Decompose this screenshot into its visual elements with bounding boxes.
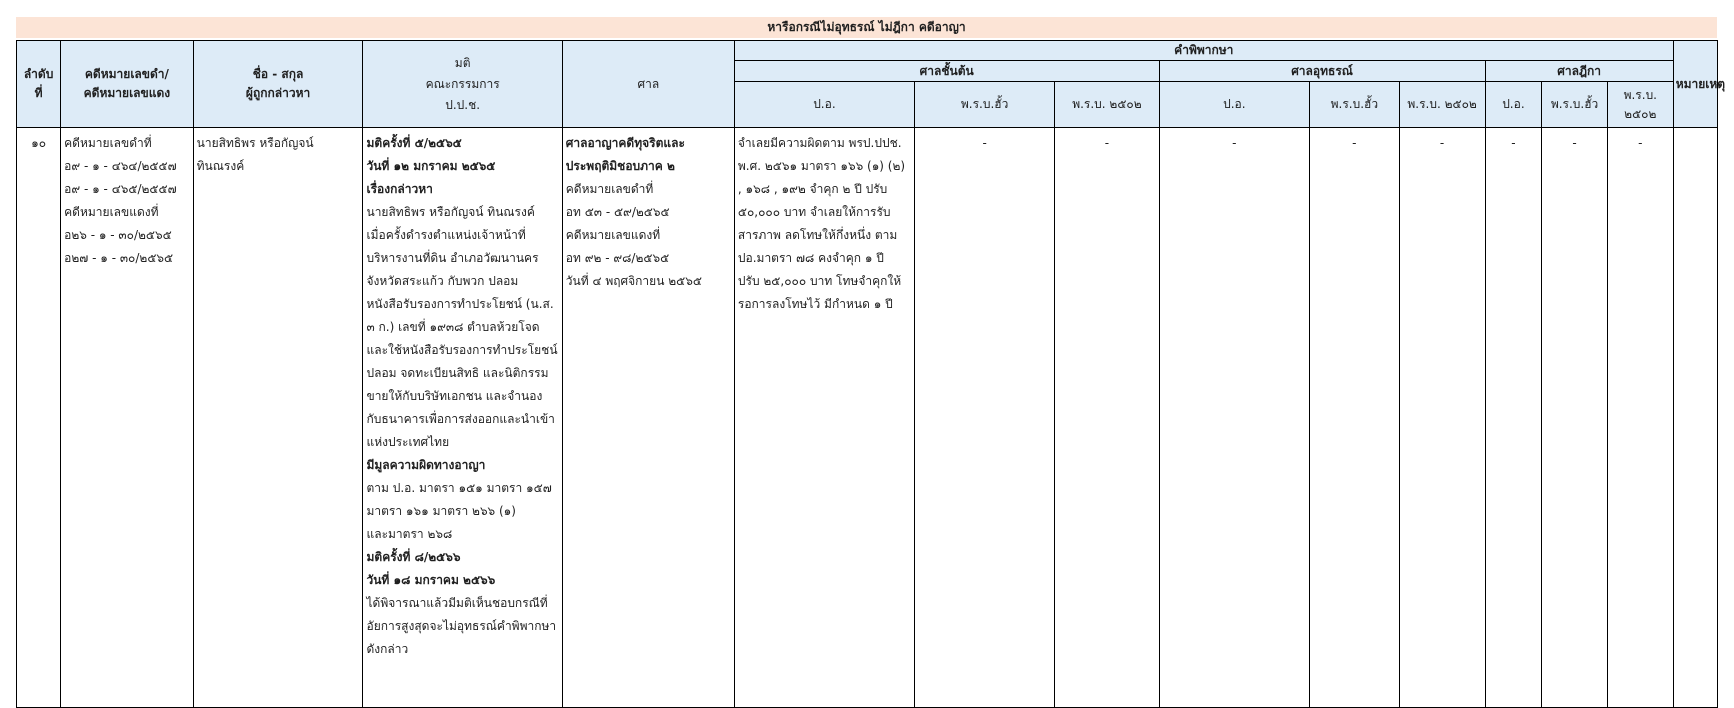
resolution-line: มาตรา ๑๖๑ มาตรา ๒๖๖ (๑): [366, 504, 516, 518]
resolution-line: หนังสือรับรองการทำประโยชน์ (น.ส.: [366, 297, 554, 311]
judgment-line: รอการลงโทษไว้ มีกำหนด ๑ ปี: [737, 297, 893, 311]
header-supreme-pa: ป.อ.: [1485, 82, 1542, 128]
resolution-line: ๓ ก.) เลขที่ ๑๙๓๘ ตำบลห้วยโจด: [366, 320, 540, 334]
header-first-pra-old: พ.ร.บ.ฮั้ว: [914, 82, 1054, 128]
resolution-line: ดังกล่าว: [366, 642, 409, 656]
row-supreme-pra-old: -: [1542, 128, 1608, 708]
resolution-line: เมื่อครั้งดำรงตำแหน่งเจ้าหน้าที่: [366, 228, 526, 242]
name-line: ทินณรงค์: [196, 159, 245, 173]
case-line: อ๒๖ - ๑ - ๓๐/๒๕๖๕: [64, 228, 172, 242]
row-first-court-pa: [734, 128, 914, 708]
header-supreme-court: ศาลฎีกา: [1485, 61, 1673, 82]
judgment-line: ๕๐,๐๐๐ บาท จำเลยให้การรับ: [737, 205, 891, 219]
header-first-pra-2502: พ.ร.บ. ๒๕๐๒: [1055, 82, 1159, 128]
resolution-line: แห่งประเทศไทย: [366, 435, 450, 449]
resolution-line: จังหวัดสระแก้ว กับพวก ปลอม: [366, 274, 519, 288]
row-appeal-pra-2502: -: [1399, 128, 1485, 708]
row-supreme-pra-2502: -: [1607, 128, 1673, 708]
judgment-line: ปรับ ๒๕,๐๐๐ บาท โทษจำคุกให้: [737, 274, 902, 288]
resolution-line: ตาม ป.อ. มาตรา ๑๕๑ มาตรา ๑๕๗: [366, 481, 552, 495]
header-supreme-pra-old: พ.ร.บ.ฮั้ว: [1542, 82, 1608, 128]
header-supreme-pra-2502: พ.ร.บ. ๒๕๐๒: [1607, 82, 1673, 128]
court-line: คดีหมายเลขแดงที่: [565, 228, 661, 242]
resolution-line: บริหารงานที่ดิน อำเภอวัฒนานคร: [366, 251, 539, 265]
row-remark: [1673, 128, 1717, 708]
court-line: ประพฤติมิชอบภาค ๒: [565, 159, 675, 173]
row-appeal-pra-old: -: [1310, 128, 1399, 708]
resolution-line: นายสิทธิพร หรือกัญจน์ ทินณรงค์: [366, 205, 535, 219]
header-appeal-pra-old: พ.ร.บ.ฮั้ว: [1310, 82, 1399, 128]
case-table: [16, 40, 1726, 708]
row-first-court-pra-old: -: [914, 128, 1054, 708]
resolution-line: ได้พิจารณาแล้วมีมติเห็นชอบกรณีที่: [366, 596, 548, 610]
row-court: [562, 128, 734, 708]
case-line: คดีหมายเลขดำที่: [64, 136, 152, 150]
header-first-court: ศาลชั้นต้น: [734, 61, 1159, 82]
row-case-numbers: [61, 128, 193, 708]
resolution-line: และมาตรา ๒๖๘: [366, 527, 453, 541]
court-line: คดีหมายเลขดำที่: [565, 182, 654, 196]
resolution-line: มติครั้งที่ ๕/๒๕๖๕: [366, 136, 462, 150]
header-court: ศาล: [562, 41, 734, 128]
judgment-line: สารภาพ ลดโทษให้กึ่งหนึ่ง ตาม: [737, 228, 898, 242]
court-line: วันที่ ๔ พฤศจิกายน ๒๕๖๕: [565, 274, 702, 288]
judgment-line: , ๑๖๘ , ๑๙๒ จำคุก ๒ ปี ปรับ: [737, 182, 888, 196]
judgment-line: พ.ศ. ๒๕๖๑ มาตรา ๑๖๖ (๑) (๒): [737, 159, 906, 173]
header-case: คดีหมายเลขดำ/ คดีหมายเลขแดง: [61, 41, 193, 128]
header-remark: หมายเหตุ: [1673, 41, 1717, 128]
row-first-court-pra-2502: -: [1055, 128, 1159, 708]
resolution-line: ขายให้กับบริษัทเอกชน และจำนอง: [366, 389, 543, 403]
header-first-pa: ป.อ.: [734, 82, 914, 128]
header-name: ชื่อ - สกุล ผู้ถูกกล่าวหา: [193, 41, 363, 128]
row-accused-name: [193, 128, 363, 708]
judgment-line: ปอ.มาตรา ๗๘ คงจำคุก ๑ ปี: [737, 251, 884, 265]
resolution-line: ปลอม จดทะเบียนสิทธิ และนิติกรรม: [366, 366, 549, 380]
resolution-line: วันที่ ๑๒ มกราคม ๒๕๖๕: [366, 159, 496, 173]
resolution-line: และใช้หนังสือรับรองการทำประโยชน์: [366, 343, 558, 357]
header-appeal-pra-2502: พ.ร.บ. ๒๕๐๒: [1399, 82, 1485, 128]
resolution-line: เรื่องกล่าวหา: [366, 182, 433, 196]
name-line: นายสิทธิพร หรือกัญจน์: [196, 136, 314, 150]
resolution-line: วันที่ ๑๘ มกราคม ๒๕๖๖: [366, 573, 496, 587]
header-appeal-pa: ป.อ.: [1159, 82, 1310, 128]
resolution-line: มติครั้งที่ ๘/๒๕๖๖: [366, 550, 461, 564]
judgment-line: จำเลยมีความผิดตาม พรป.ปปช.: [737, 136, 902, 150]
row-resolution: [363, 128, 562, 708]
court-line: อท ๕๓ - ๕๙/๒๕๖๕: [565, 205, 670, 219]
case-line: อ๙ - ๑ - ๔๖๔/๒๕๕๗: [64, 159, 177, 173]
header-resolution: มติ คณะกรรมการ ป.ป.ช.: [363, 41, 562, 128]
sheet-title: หารือกรณีไม่อุทธรณ์ ไม่ฎีกา คดีอาญา: [16, 17, 1717, 38]
row-supreme-pa: -: [1485, 128, 1542, 708]
resolution-line: อัยการสูงสุดจะไม่อุทธรณ์คำพิพากษา: [366, 619, 557, 633]
resolution-line: มีมูลความผิดทางอาญา: [366, 458, 486, 472]
header-appeal-court: ศาลอุทธรณ์: [1159, 61, 1485, 82]
court-line: อท ๙๒ - ๙๘/๒๕๖๕: [565, 251, 670, 265]
table-row: [17, 128, 1718, 708]
header-judgment: คำพิพากษา: [734, 41, 1673, 61]
court-line: ศาลอาญาคดีทุจริตและ: [565, 136, 685, 150]
row-no: ๑๐: [17, 128, 61, 708]
header-no: ลำดับ ที่: [17, 41, 61, 128]
resolution-line: กับธนาคารเพื่อการส่งออกและนำเข้า: [366, 412, 555, 426]
case-line: คดีหมายเลขแดงที่: [64, 205, 159, 219]
case-line: อ๒๗ - ๑ - ๓๐/๒๕๖๕: [64, 251, 174, 265]
row-appeal-pa: -: [1159, 128, 1310, 708]
case-line: อ๙ - ๑ - ๔๖๕/๒๕๕๗: [64, 182, 177, 196]
